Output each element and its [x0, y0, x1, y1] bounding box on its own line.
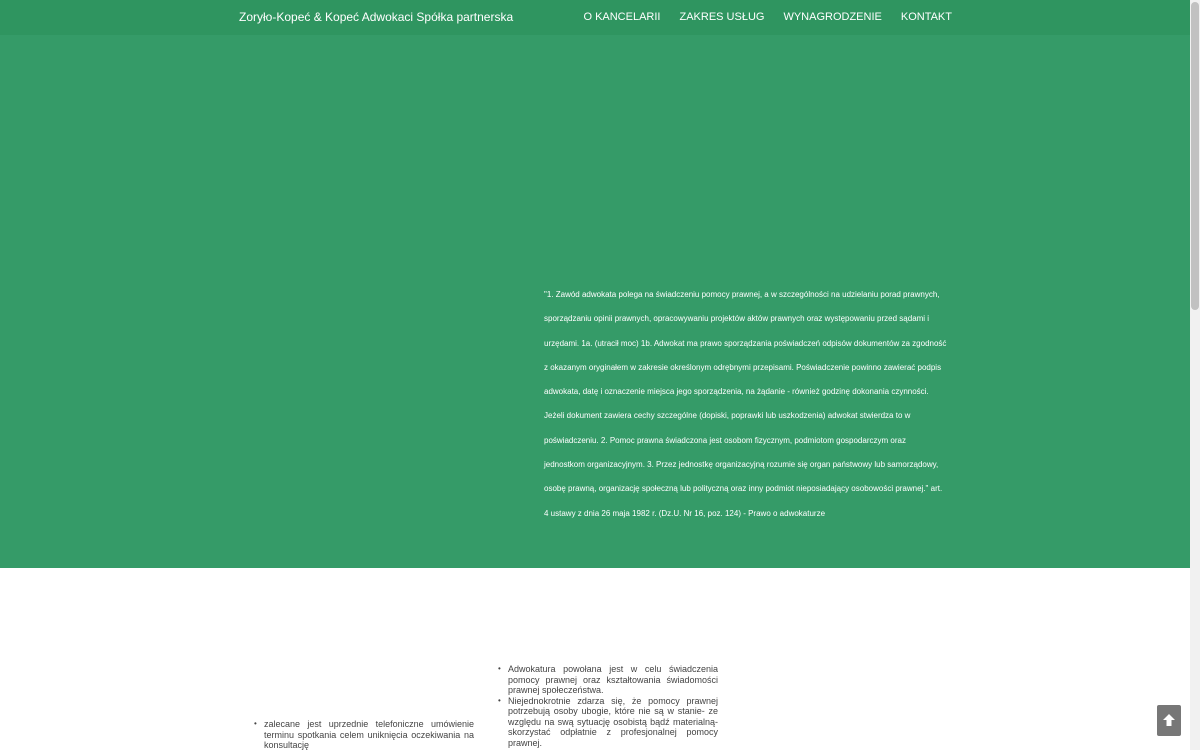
nav-o-kancelarii[interactable]: O KANCELARII — [583, 11, 661, 23]
list-item: • zalecane jest uprzednie telefoniczne umówienie terminu spotkania celem uniknięcia oczekiwania na konsultację — [264, 719, 474, 751]
advocacy-list — [498, 664, 718, 748]
list-item: • Niejednokrotnie zdarza się, że pomocy prawnej potrzebują osoby ubogie, które nie są w stanie- ze względu na swą sytuację osobistą bądź materialną- skorzystać odpłatnie z profesjonalnej pomocy prawnej. — [508, 696, 718, 749]
back-to-top-button[interactable] — [1157, 705, 1181, 736]
nav-kontakt[interactable]: KONTAKT — [900, 11, 952, 23]
list-item: • Adwokatura powołana jest w celu świadczenia pomocy prawnej oraz kształtowania świadomości prawnej społeczeństwa. — [508, 664, 718, 696]
navbar — [0, 0, 1190, 35]
nav-zakres-uslug[interactable]: ZAKRES USŁUG — [679, 11, 765, 23]
arrow-up-icon — [1162, 713, 1176, 727]
nav-wynagrodzenie[interactable]: WYNAGRODZENIE — [783, 11, 882, 23]
brand-link[interactable]: Zoryło-Kopeć & Kopeć Adwokaci Spółka partnerska — [239, 10, 514, 24]
scrollbar[interactable] — [1190, 0, 1200, 750]
hero-section — [0, 35, 1190, 568]
consultation-list — [254, 719, 474, 751]
hero-quote: "1. Zawód adwokata polega na świadczeniu pomocy prawnej, a w szczególności na udzielaniu porad prawnych, sporządzaniu opinii prawnych, opracowywaniu projektów aktów prawnych oraz występowaniu przed sądami i urzędami. 1a. (utracił moc) 1b. Adwokat ma prawo sporządzania poświadczeń odpisów dokumentów za zgodność z okazanym oryginałem w zakresie określonym odrębnymi przepisami. Poświadczenie powinno zawierać podpis adwokata, datę i oznaczenie miejsca jego sporządzenia, na żądanie - również godzinę dokonania czynności. Jeżeli dokument zawiera cechy szczególne (dopiski, poprawki lub uszkodzenia) adwokat stwierdza to w poświadczeniu. 2. Pomoc prawna świadczona jest osobom fizycznym, podmiotom gospodarczym oraz jednostkom organizacyjnym. 3. Przez jednostkę organizacyjną rozumie się organ państwowy lub samorządowy, osobę prawną, organizację społeczną lub polityczną oraz inny podmiot nieposiadający osobowości prawnej." art. 4 ustawy z dnia 26 maja 1982 r. (Dz.U. Nr 16, poz. 124) - Prawo o adwokaturze — [544, 290, 947, 518]
main-nav — [564, 0, 952, 35]
scrollbar-thumb[interactable] — [1191, 2, 1199, 310]
